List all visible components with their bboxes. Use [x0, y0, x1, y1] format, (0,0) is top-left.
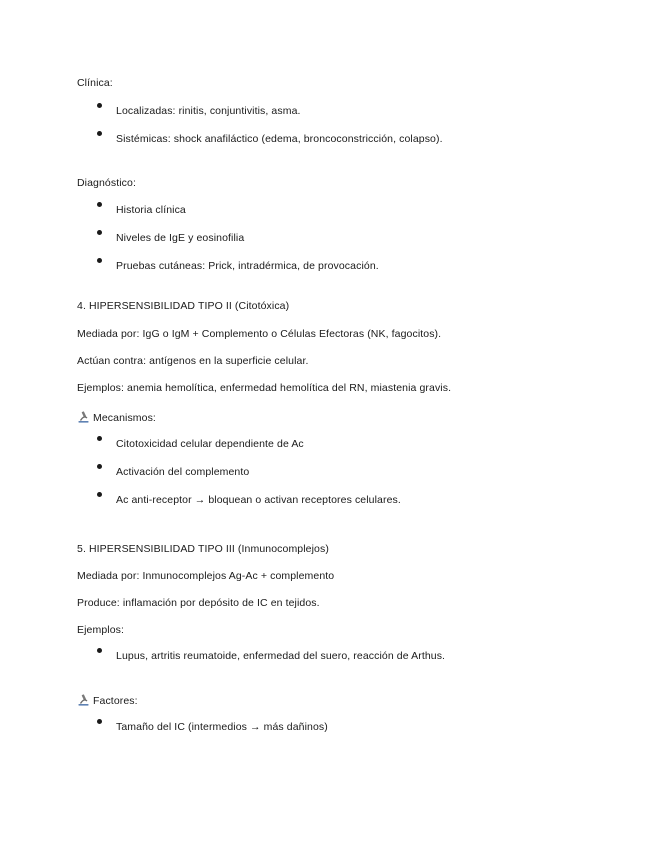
- bullet: [97, 258, 102, 263]
- bullet: [97, 719, 102, 724]
- microscope-icon: [77, 411, 91, 423]
- mecanismos-label: Mecanismos:: [93, 412, 156, 424]
- tipo2-title: 4. HIPERSENSIBILIDAD TIPO II (Citotóxica): [77, 300, 290, 312]
- document-page: Clínica: Localizadas: rinitis, conjuntivitis, asma. Sistémicas: shock anafiláctico (edema, broncoconstricción, colapso). Diagnóstico: Historia clínica Niveles de IgE y eosinofilia Pruebas cutáneas: Prick, intradérmica, de provocación. 4. HIPERSENSIBILIDAD TIPO II (Citotóxica) Mediada por: IgG o IgM + Complemento o Células Efectoras (NK, fagocitos). Actúan contra: antígenos en la superficie celular. Ejemplos: anemia hemolítica, enfermedad hemolítica del RN, miastenia gravis. Mecanismos: Citotoxicidad celular dependiente de Ac Activación del complemento Ac anti-receptor → bloquean o activan receptores celulares. 5. HIPERSENSIBILIDAD TIPO III (Inmunocomplejos) Mediada por: Inmunocomplejos Ag-Ac + complemento Produce: inflamación por depósito de IC en tejidos. Ejemplos: Lupus, artritis reumatoide, enfermedad del suero, reacción de Arthus. Factores: Tamaño del IC (intermedios → más dañinos): [77, 77, 452, 733]
- bullet: [97, 648, 102, 653]
- tipo3-title: 5. HIPERSENSIBILIDAD TIPO III (Inmunocomplejos): [77, 543, 329, 555]
- tipo3-produce: Produce: inflamación por depósito de IC en tejidos.: [77, 597, 320, 609]
- bullet: [97, 202, 102, 207]
- bullet: [97, 464, 102, 469]
- clinica-heading: Clínica:: [77, 77, 113, 89]
- factores-heading: [77, 694, 138, 707]
- tipo2-ejemplos: Ejemplos: anemia hemolítica, enfermedad hemolítica del RN, miastenia gravis.: [77, 382, 452, 394]
- factores-label: Factores:: [93, 695, 138, 707]
- bullet: [97, 103, 102, 108]
- bullet: [97, 436, 102, 441]
- bullet: [97, 492, 102, 497]
- tipo3-ejemplos-label: Ejemplos:: [77, 624, 125, 636]
- bullet: [97, 131, 102, 136]
- tipo2-actuan: Actúan contra: antígenos en la superficie celular.: [77, 355, 309, 367]
- diagnostico-heading: Diagnóstico:: [77, 177, 136, 189]
- bullet: [97, 230, 102, 235]
- tipo2-mediada: Mediada por: IgG o IgM + Complemento o Células Efectoras (NK, fagocitos).: [77, 328, 442, 340]
- mecanismos-heading: [77, 411, 156, 424]
- microscope-icon: [77, 694, 91, 706]
- tipo3-mediada: Mediada por: Inmunocomplejos Ag-Ac + complemento: [77, 570, 335, 582]
